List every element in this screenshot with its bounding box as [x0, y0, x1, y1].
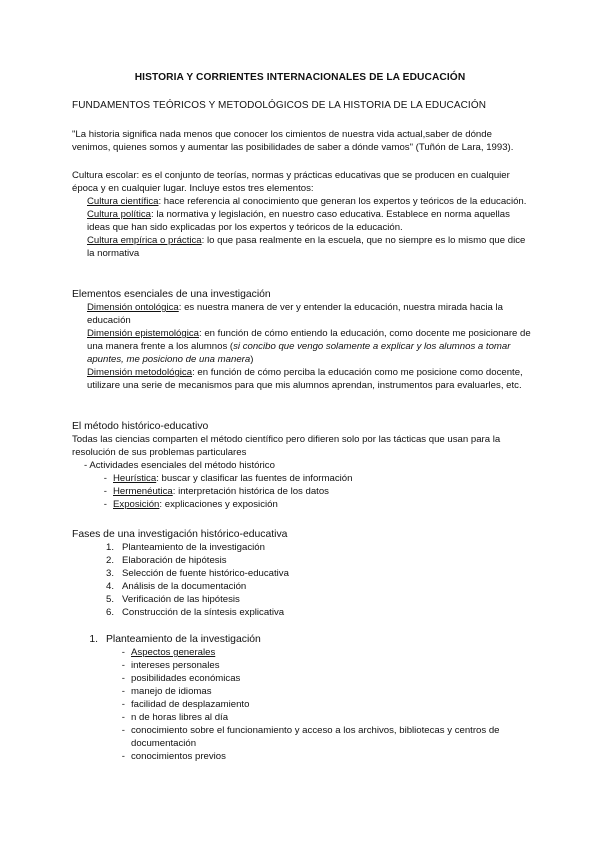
aspecto-item — [102, 672, 532, 685]
metodo-item-text: : interpretación histórica de los datos — [172, 486, 329, 497]
fase-number: 5. — [105, 594, 114, 605]
aspecto-item — [102, 711, 532, 724]
fase-text: Verificación de las hipótesis — [122, 594, 240, 605]
fase-item — [88, 567, 532, 580]
cultura-text: : la normativa y legislación, en nuestro caso educativa. Establece en norma aquellas ideas que han sido explicadas por los expertos y teóricos de la educación. — [87, 209, 510, 233]
list-dash: - — [103, 473, 107, 484]
dimension-item — [87, 366, 532, 392]
list-dash: - — [103, 499, 107, 510]
list-dash: - — [121, 660, 125, 671]
metodo-item-text: : buscar y clasificar las fuentes de información — [156, 473, 353, 484]
fase-item — [88, 541, 532, 554]
elementos-section — [72, 288, 532, 392]
list-dash: - — [121, 725, 125, 736]
aspecto-text: intereses personales — [131, 660, 220, 671]
list-dash: - — [103, 486, 107, 497]
metodo-item — [84, 472, 534, 485]
quote-paragraph: "La historia significa nada menos que conocer los cimientos de nuestra vida actual,saber de dónde venimos, quienes somos y aumentar las posibilidades de saber a dónde vamos" (Tuñón de Lara, 1993). — [72, 129, 514, 153]
metodo-item — [84, 498, 534, 511]
dimension-item — [87, 327, 532, 366]
list-dash: - — [121, 647, 125, 658]
fases-section — [72, 528, 532, 619]
metodo-item — [84, 485, 534, 498]
planteamiento-section — [72, 633, 532, 763]
cultura-section — [72, 169, 532, 260]
metodo-text: Todas las ciencias comparten el método científico pero difieren solo por las tácticas que usan para la resolución de sus problemas particulares — [72, 434, 501, 458]
dimension-term: Dimensión epistemológica — [87, 328, 199, 339]
aspecto-text: posibilidades económicas — [131, 673, 241, 684]
aspecto-text: conocimientos previos — [131, 751, 226, 762]
fase-text: Análisis de la documentación — [122, 581, 247, 592]
fase-item — [88, 554, 532, 567]
planteamiento-heading: Planteamiento de la investigación — [106, 634, 261, 645]
fase-item — [88, 593, 532, 606]
fase-number: 6. — [105, 607, 114, 618]
dimension-italic: si concibo que vengo solamente a explicar y los alumnos a tomar apuntes, me posiciono de una manera — [87, 341, 511, 365]
elementos-heading: Elementos esenciales de una investigación — [72, 289, 271, 300]
aspecto-item — [102, 724, 532, 750]
fase-text: Planteamiento de la investigación — [122, 542, 265, 553]
planteamiento-heading-row — [72, 633, 532, 646]
aspecto-item — [102, 698, 532, 711]
fase-number: 1. — [105, 542, 114, 553]
fase-item — [88, 606, 532, 619]
fase-text: Elaboración de hipótesis — [122, 555, 227, 566]
aspecto-item — [102, 750, 532, 763]
fase-number: 4. — [105, 581, 114, 592]
metodo-term: Exposición — [113, 499, 160, 510]
metodo-heading: El método histórico-educativo — [72, 421, 209, 432]
cultura-item — [87, 208, 532, 234]
fase-text: Construcción de la síntesis explicativa — [122, 607, 285, 618]
aspecto-text: facilidad de desplazamiento — [131, 699, 250, 710]
cultura-item — [87, 195, 532, 208]
cultura-text: : lo que pasa realmente en la escuela, que no siempre es lo mismo que dice la normativa — [87, 235, 526, 259]
section-subtitle: FUNDAMENTOS TEÓRICOS Y METODOLÓGICOS DE LA HISTORIA DE LA EDUCACIÓN — [72, 100, 487, 111]
dimension-item — [87, 301, 532, 327]
metodo-sub: - Actividades esenciales del método histórico — [84, 460, 275, 471]
dimension-text: : en función de cómo entiendo la educación, como docente me posicionare de una manera frente a los alumnos ( — [87, 328, 531, 352]
aspectos-heading: Aspectos generales — [131, 647, 216, 658]
metodo-section — [72, 420, 534, 511]
cultura-intro: Cultura escolar: es el conjunto de teorías, normas y prácticas educativas que se producen en cualquier época y en cualquier lugar. Incluye estos tres elementos: — [72, 170, 510, 194]
aspecto-text: manejo de idiomas — [131, 686, 212, 697]
fase-text: Selección de fuente histórico-educativa — [122, 568, 289, 579]
aspectos-row — [102, 646, 532, 659]
metodo-term: Heurística — [113, 473, 157, 484]
aspecto-text: n de horas libres al día — [131, 712, 229, 723]
document-title: HISTORIA Y CORRIENTES INTERNACIONALES DE LA EDUCACIÓN — [134, 72, 466, 83]
metodo-term: Hermenéutica — [113, 486, 173, 497]
dimension-text: : es nuestra manera de ver y entender la educación, nuestra mirada hacia la educación — [87, 302, 503, 326]
dimension-term: Dimensión metodológica — [87, 367, 193, 378]
list-dash: - — [121, 751, 125, 762]
list-dash: - — [121, 673, 125, 684]
fase-item — [88, 580, 532, 593]
list-dash: - — [121, 712, 125, 723]
dimension-end: ) — [250, 354, 254, 365]
metodo-item-text: : explicaciones y exposición — [159, 499, 278, 510]
cultura-term: Cultura política — [87, 209, 151, 220]
dimension-text: : en función de cómo perciba la educación como me posicione como docente, utilizare una serie de mecanismos para que mis alumnos aprendan, instrumentos para evaluarles, etc. — [87, 367, 523, 391]
cultura-term: Cultura empírica o práctica — [87, 235, 202, 246]
fase-number: 3. — [105, 568, 114, 579]
aspecto-text: conocimiento sobre el funcionamiento y acceso a los archivos, bibliotecas y centros de documentación — [131, 725, 500, 749]
list-dash: - — [121, 699, 125, 710]
aspecto-item — [102, 659, 532, 672]
fases-heading: Fases de una investigación histórico-educativa — [72, 529, 288, 540]
fase-number: 2. — [105, 555, 114, 566]
cultura-term: Cultura científica — [87, 196, 159, 207]
list-dash: - — [121, 686, 125, 697]
cultura-item — [87, 234, 532, 260]
aspecto-item — [102, 685, 532, 698]
dimension-term: Dimensión ontológica — [87, 302, 179, 313]
cultura-text: : hace referencia al conocimiento que generan los expertos y teóricos de la educación. — [158, 196, 527, 207]
planteamiento-number: 1. — [89, 634, 98, 645]
